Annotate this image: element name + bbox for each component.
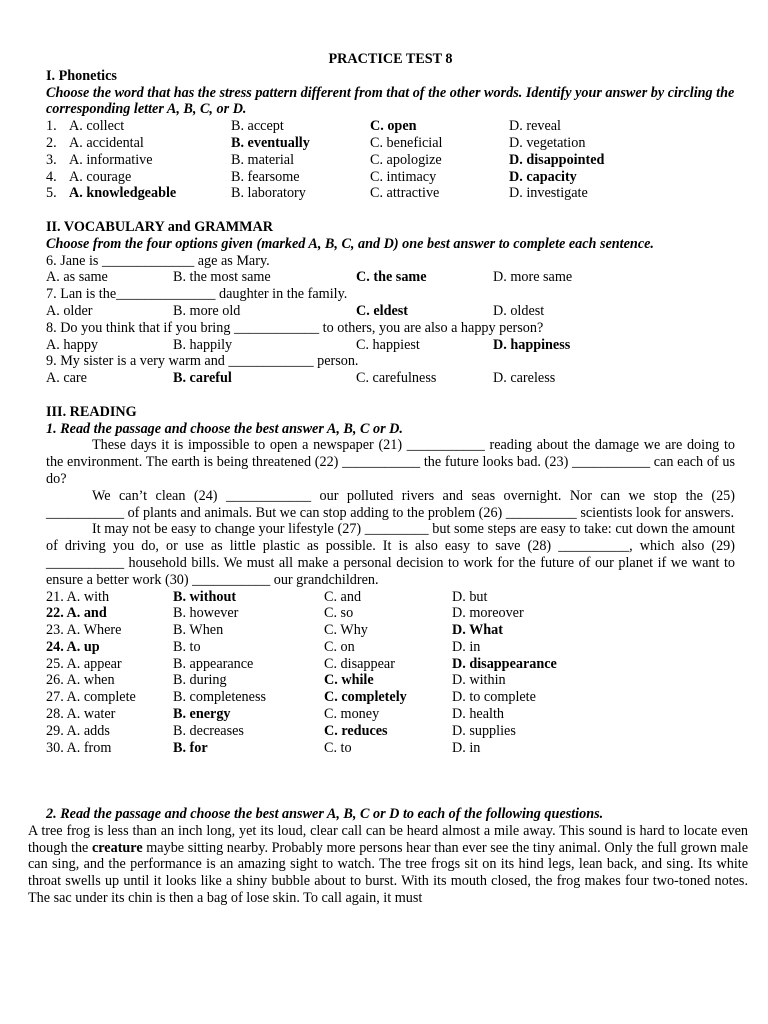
question-number: 4.: [46, 168, 57, 185]
option-d[interactable]: D. vegetation: [509, 134, 586, 151]
grammar-question: 6. Jane is _____________ age as Mary.: [46, 252, 270, 269]
option-a[interactable]: 30. A. from: [46, 739, 112, 756]
option-b[interactable]: B. completeness: [173, 689, 266, 706]
option-b[interactable]: B. material: [231, 151, 295, 168]
section-1-heading: I. Phonetics: [46, 67, 117, 84]
option-c[interactable]: C. Why: [324, 622, 368, 639]
option-b[interactable]: B. more old: [173, 302, 241, 319]
reading-paragraph-3: It may not be easy to change your lifestyle (27) _________ but some steps are easy to take: cut down the amount of driving you do, or use as little plastic as possible. It is also easy to save (28) __________, which also (29) ___________ household bills. We must all make a personal decision to work for the future of our planet if we want to ensure a better work (30) ___________ our grandchildren.: [46, 521, 735, 588]
grammar-question: 7. Lan is the______________ daughter in the family.: [46, 286, 348, 303]
option-d[interactable]: D. investigate: [509, 185, 588, 202]
option-d[interactable]: D. in: [452, 638, 481, 655]
option-d[interactable]: D. disappearance: [452, 655, 557, 672]
passage-bold-word: creature: [91, 839, 143, 856]
option-a[interactable]: 23. A. Where: [46, 622, 122, 639]
phonetics-row: [46, 135, 735, 152]
page-title: PRACTICE TEST 8: [328, 51, 453, 67]
reading-options-row: [46, 656, 735, 673]
option-a[interactable]: A. courage: [69, 168, 132, 185]
option-b[interactable]: B. for: [173, 739, 208, 756]
reading-options-row: [46, 605, 735, 622]
option-a[interactable]: 26. A. when: [46, 672, 115, 689]
reading-options-row: [46, 672, 735, 689]
option-b[interactable]: B. fearsome: [231, 168, 300, 185]
option-a[interactable]: A. knowledgeable: [69, 185, 177, 202]
reading-options-row: [46, 639, 735, 656]
option-d[interactable]: D. oldest: [493, 302, 545, 319]
option-a[interactable]: 27. A. complete: [46, 689, 136, 706]
option-c[interactable]: C. attractive: [370, 185, 440, 202]
option-d[interactable]: D. but: [452, 588, 488, 605]
section-3-heading: III. READING: [46, 403, 137, 420]
option-a[interactable]: A. accidental: [69, 134, 144, 151]
option-a[interactable]: A. collect: [69, 118, 125, 135]
reading-options-row: [46, 740, 735, 757]
option-d[interactable]: D. reveal: [509, 118, 561, 135]
option-b[interactable]: B. accept: [231, 118, 284, 135]
option-c[interactable]: C. beneficial: [370, 134, 443, 151]
option-d[interactable]: D. careless: [493, 370, 556, 387]
reading-paragraph-2: We can’t clean (24) ____________ our polluted rivers and seas overnight. Nor can we stop the (25) ___________ of plants and animals. But we can stop adding to the problem (26) __________ scientists look for answers.: [46, 487, 735, 521]
section-2-heading: II. VOCABULARY and GRAMMAR: [46, 218, 274, 235]
passage-text-end: maybe sitting nearby. Probably more persons hear than ever see the tiny animal. Only the full grown male can sing, and the performance is an amazing sight to watch. The tree frogs sit on its hind legs, lean back, and sing. Its white throat swells up until it looks like a shiny bubble about to burst. With its mouth closed, the frog makes four two-toned notes. The sac under its chin is then a bag of lose skin. To call again, it must: [28, 839, 748, 906]
phonetics-row: [46, 185, 735, 202]
option-b[interactable]: B. without: [173, 588, 237, 605]
option-a[interactable]: 28. A. water: [46, 706, 116, 723]
option-d[interactable]: D. What: [452, 622, 503, 639]
option-d[interactable]: D. supplies: [452, 722, 516, 739]
grammar-options-row: [46, 337, 735, 354]
option-a[interactable]: 24. A. up: [46, 638, 100, 655]
phonetics-row: [46, 169, 735, 186]
reading-options-list: [46, 589, 735, 757]
question-number: 1.: [46, 118, 57, 135]
option-c[interactable]: C. to: [324, 739, 352, 756]
option-d[interactable]: D. happiness: [493, 336, 571, 353]
option-a[interactable]: 21. A. with: [46, 588, 110, 605]
grammar-options-row: [46, 269, 735, 286]
passage-text-start: A tree frog is less than an inch long, yet its loud, clear call can be heard almost a mile away. This sound is hard to locate even though the: [28, 822, 748, 856]
reading-2: [28, 806, 748, 907]
grammar-list: [46, 253, 735, 387]
option-c[interactable]: C. while: [324, 672, 374, 689]
phonetics-row: [46, 118, 735, 135]
option-b[interactable]: B. happily: [173, 336, 233, 353]
option-d[interactable]: D. in: [452, 739, 481, 756]
option-c[interactable]: C. intimacy: [370, 168, 437, 185]
reading-options-row: [46, 706, 735, 723]
option-d[interactable]: D. within: [452, 672, 506, 689]
test-page: [46, 51, 735, 756]
option-a[interactable]: 29. A. adds: [46, 722, 110, 739]
option-b[interactable]: B. When: [173, 622, 224, 639]
grammar-question: 8. Do you think that if you bring ____________ to others, you are also a happy person?: [46, 319, 544, 336]
grammar-options-row: [46, 303, 735, 320]
grammar-question: 9. My sister is a very warm and ____________ person.: [46, 353, 359, 370]
option-c[interactable]: C. the same: [356, 269, 427, 286]
option-c[interactable]: C. carefulness: [356, 370, 437, 387]
option-d[interactable]: D. capacity: [509, 168, 577, 185]
option-a[interactable]: 25. A. appear: [46, 655, 122, 672]
option-b[interactable]: B. however: [173, 605, 239, 622]
option-b[interactable]: B. energy: [173, 706, 231, 723]
option-b[interactable]: B. decreases: [173, 722, 244, 739]
option-d[interactable]: D. disappointed: [509, 151, 605, 168]
option-b[interactable]: B. eventually: [231, 134, 310, 151]
option-a[interactable]: A. older: [46, 302, 93, 319]
option-c[interactable]: C. apologize: [370, 151, 442, 168]
section-1-instruction: Choose the word that has the stress pattern different from that of the other words. Identify your answer by circling the corresponding letter A, B, C, or D.: [46, 84, 735, 118]
reading-options-row: [46, 723, 735, 740]
option-b[interactable]: B. to: [173, 638, 201, 655]
option-c[interactable]: C. money: [324, 706, 380, 723]
option-c[interactable]: C. and: [324, 588, 362, 605]
option-b[interactable]: B. during: [173, 672, 227, 689]
reading-options-row: [46, 589, 735, 606]
option-c[interactable]: C. on: [324, 638, 355, 655]
option-a[interactable]: 22. A. and: [46, 605, 107, 622]
option-d[interactable]: D. health: [452, 706, 505, 723]
option-c[interactable]: C. completely: [324, 689, 407, 706]
option-a[interactable]: A. as same: [46, 269, 108, 286]
question-number: 2.: [46, 134, 57, 151]
option-d[interactable]: D. to complete: [452, 689, 536, 706]
grammar-options-row: [46, 370, 735, 387]
reading-2-instruction: 2. Read the passage and choose the best answer A, B, C or D to each of the following questions.: [46, 806, 604, 822]
reading-paragraph-1: These days it is impossible to open a newspaper (21) ___________ reading about the damage we are doing to the environment. The earth is being threatened (22) ___________ the future looks bad. (23) ___________ can each of us do?: [46, 437, 735, 487]
option-a[interactable]: A. happy: [46, 336, 99, 353]
option-b[interactable]: B. laboratory: [231, 185, 306, 202]
option-c[interactable]: C. eldest: [356, 302, 409, 319]
option-a[interactable]: A. informative: [69, 151, 153, 168]
option-b[interactable]: B. the most same: [173, 269, 271, 286]
option-b[interactable]: B. appearance: [173, 655, 254, 672]
option-c[interactable]: C. reduces: [324, 722, 388, 739]
option-c[interactable]: C. open: [370, 118, 417, 135]
phonetics-row: [46, 152, 735, 169]
option-c[interactable]: C. happiest: [356, 336, 420, 353]
reading-options-row: [46, 622, 735, 639]
option-d[interactable]: D. more same: [493, 269, 573, 286]
option-d[interactable]: D. moreover: [452, 605, 524, 622]
reading-2-passage: [28, 823, 748, 907]
section-2-instruction: Choose from the four options given (marked A, B, C, and D) one best answer to complete each sentence.: [46, 235, 654, 252]
reading-1-instruction: 1. Read the passage and choose the best answer A, B, C or D.: [46, 420, 403, 437]
option-c[interactable]: C. disappear: [324, 655, 395, 672]
option-c[interactable]: C. so: [324, 605, 354, 622]
question-number: 3.: [46, 151, 57, 168]
phonetics-list: [46, 118, 735, 202]
option-a[interactable]: A. care: [46, 370, 87, 387]
reading-options-row: [46, 689, 735, 706]
option-b[interactable]: B. careful: [173, 370, 232, 387]
question-number: 5.: [46, 185, 57, 202]
